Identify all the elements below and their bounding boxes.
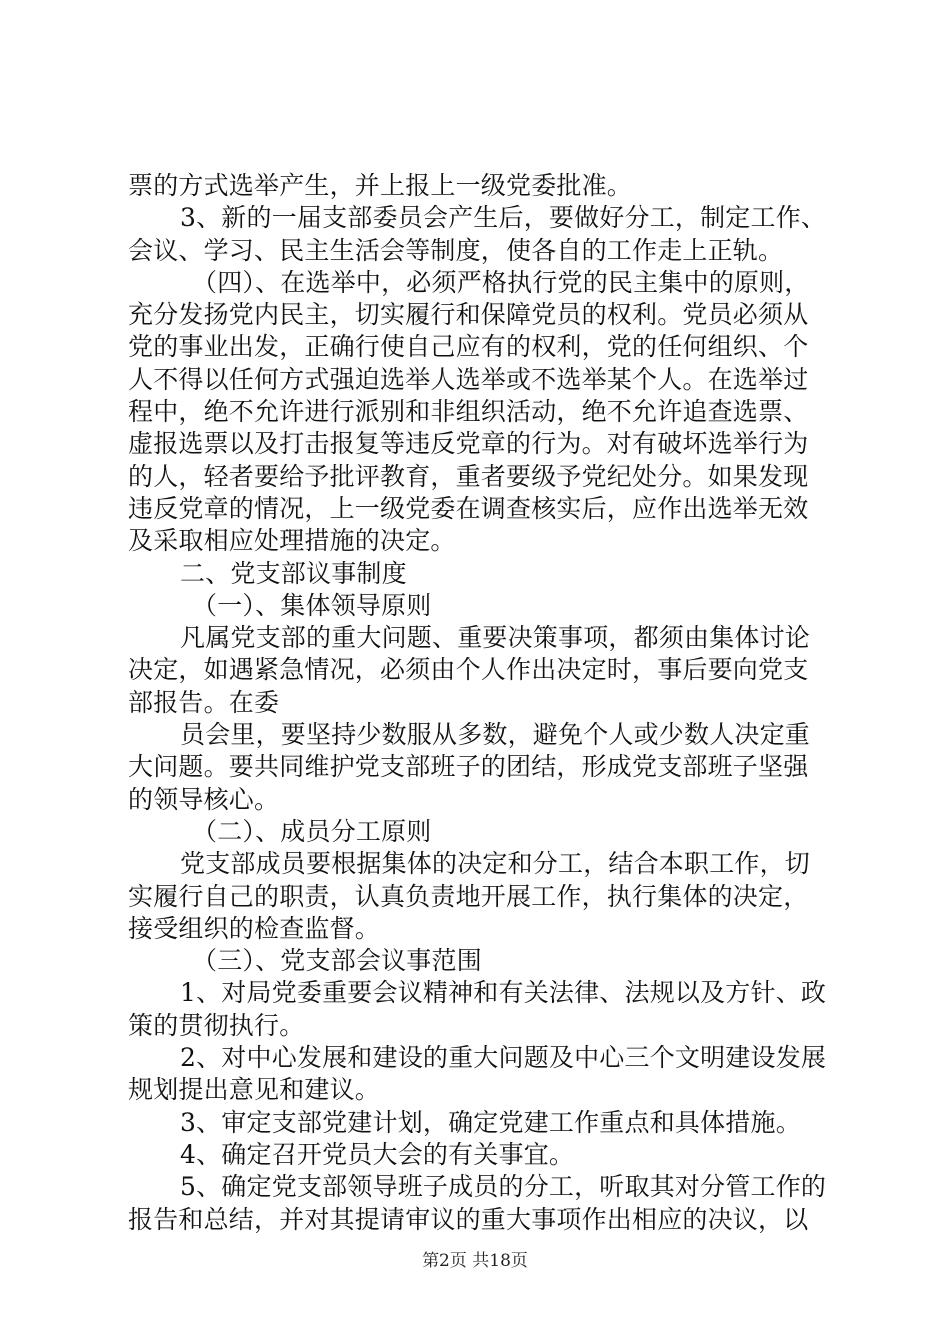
text-line: 违反党章的情况，上一级党委在调查核实后，应作出选举无效 bbox=[128, 493, 809, 523]
text-line: 党支部成员要根据集体的决定和分工，结合本职工作，切 bbox=[180, 849, 811, 879]
text-line: 报告和总结，并对其提请审议的重大事项作出相应的决议，以 bbox=[128, 1204, 809, 1234]
section-heading: 二、党支部议事制度 bbox=[180, 558, 407, 588]
subsection-heading: （二）、成员分工原则 bbox=[192, 816, 432, 846]
text-line: 接受组织的检查监督。 bbox=[128, 913, 381, 943]
text-line: 决定，如遇紧急情况，必须由个人作出决定时，事后要向党支 bbox=[128, 655, 809, 685]
text-line: 规划提出意见和建议。 bbox=[128, 1075, 381, 1105]
text-line: 实履行自己的职责，认真负责地开展工作，执行集体的决定， bbox=[128, 881, 809, 911]
document-body bbox=[128, 170, 833, 1236]
subsection-heading: （一）、集体领导原则 bbox=[192, 590, 432, 620]
text-line: 员会里，要坚持少数服从多数，避免个人或少数人决定重 bbox=[180, 720, 811, 750]
text-line: 3、新的一届支部委员会产生后，要做好分工，制定工作、 bbox=[180, 203, 827, 233]
text-line: 党的事业出发，正确行使自己应有的权利，党的任何组织、个 bbox=[128, 332, 809, 362]
text-line: 及采取相应处理措施的决定。 bbox=[128, 526, 456, 556]
text-line: 3、审定支部党建计划，确定党建工作重点和具体措施。 bbox=[180, 1107, 801, 1137]
text-line: 程中，绝不允许进行派别和非组织活动，绝不允许追查选票、 bbox=[128, 397, 809, 427]
text-line: 大问题。要共同维护党支部班子的团结，形成党支部班子坚强 bbox=[128, 752, 809, 782]
text-line: 5、确定党支部领导班子成员的分工，听取其对分管工作的 bbox=[180, 1172, 827, 1202]
text-line: （四）、在选举中，必须严格执行党的民主集中的原则， bbox=[192, 267, 810, 297]
text-line: 部报告。在委 bbox=[128, 687, 280, 717]
text-line: 会议、学习、民主生活会等制度，使各自的工作走上正轨。 bbox=[128, 235, 784, 265]
text-line: 4、确定召开党员大会的有关事宜。 bbox=[180, 1139, 575, 1169]
text-line: 1、对局党委重要会议精神和有关法律、法规以及方针、政 bbox=[180, 978, 827, 1008]
text-line: 充分发扬党内民主，切实履行和保障党员的权利。党员必须从 bbox=[128, 300, 809, 330]
text-line: 虚报选票以及打击报复等违反党章的行为。对有破坏选举行为 bbox=[128, 429, 809, 459]
subsection-heading: （三）、党支部会议事范围 bbox=[192, 946, 482, 976]
page-number-footer: 第2页 共18页 bbox=[422, 1251, 528, 1271]
text-line: 2、对中心发展和建设的重大问题及中心三个文明建设发展 bbox=[180, 1043, 827, 1073]
text-line: 人不得以任何方式强迫选举人选举或不选举某个人。在选举过 bbox=[128, 364, 809, 394]
text-line: 策的贯彻执行。 bbox=[128, 1010, 305, 1040]
text-line: 的领导核心。 bbox=[128, 784, 280, 814]
text-line: 票的方式选举产生，并上报上一级党委批准。 bbox=[128, 171, 633, 200]
text-line: 的人，轻者要给予批评教育，重者要级予党纪处分。如果发现 bbox=[128, 461, 809, 491]
text-line: 凡属党支部的重大问题、重要决策事项，都须由集体讨论 bbox=[180, 623, 811, 653]
